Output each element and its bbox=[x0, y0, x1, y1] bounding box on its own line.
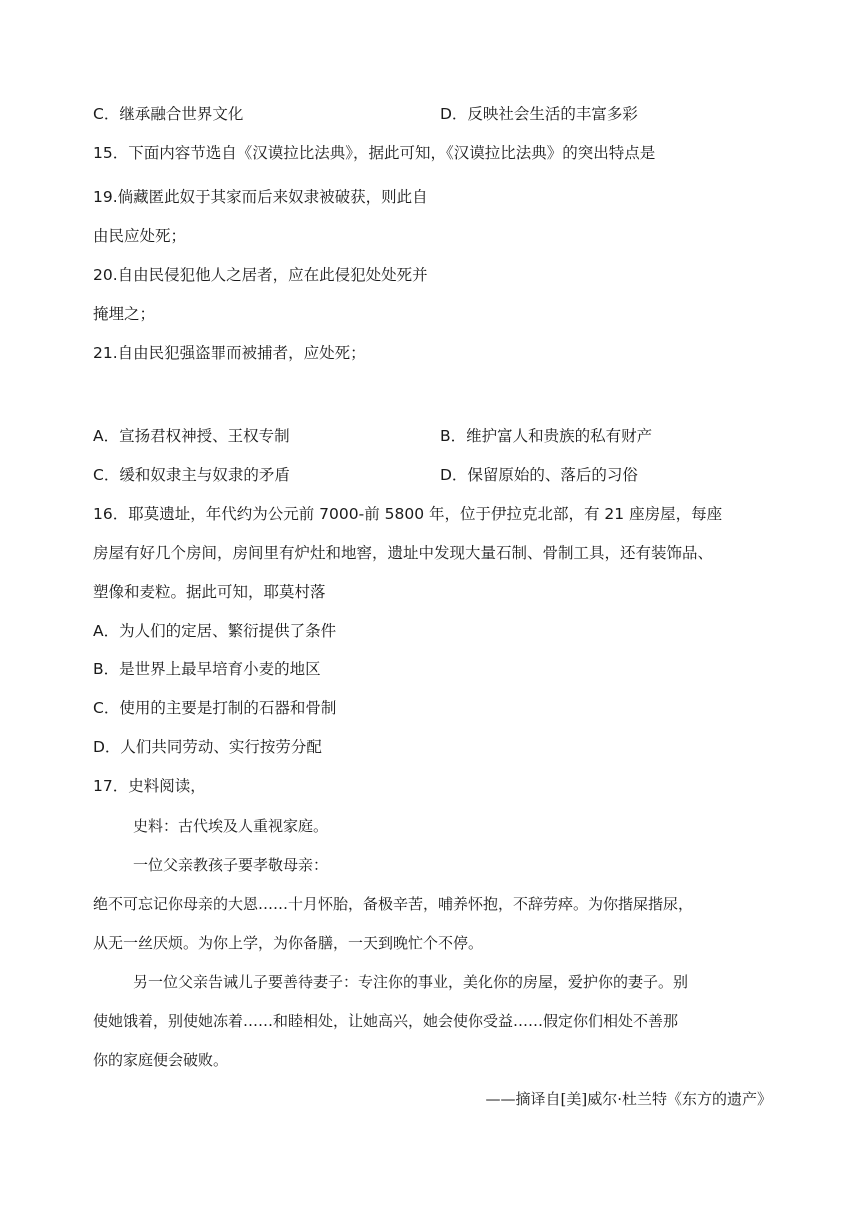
q16-option-d: D．人们共同劳动、实行按劳分配 bbox=[93, 738, 322, 756]
q16-stem-line1: 16．耶莫遗址，年代约为公元前 7000-前 5800 年，位于伊拉克北部，有 21 座房屋，每座 bbox=[93, 505, 723, 523]
q14-option-d: D．反映社会生活的丰富多彩 bbox=[440, 105, 638, 123]
q17-citation: ——摘译自[美]威尔·杜兰特《东方的遗产》 bbox=[485, 1090, 772, 1108]
q15-law20-line1: 20.自由民侵犯他人之居者，应在此侵犯处处死并 bbox=[93, 266, 428, 284]
q15-option-b: B．维护富人和贵族的私有财产 bbox=[440, 427, 653, 445]
q17-source-title: 史料：古代埃及人重视家庭。 bbox=[133, 817, 329, 835]
q15-stem: 15．下面内容节选自《汉谟拉比法典》，据此可知，《汉谟拉比法典》的突出特点是 bbox=[93, 144, 656, 162]
q17-p1-line1: 绝不可忘记你母亲的大恩……十月怀胎，备极辛苦，哺养怀抱，不辞劳瘁。为你揩屎揩尿， bbox=[93, 895, 694, 913]
q17-p1-line2: 从无一丝厌烦。为你上学，为你备膳，一天到晚忙个不停。 bbox=[93, 934, 484, 952]
q15-law20-line2: 掩埋之； bbox=[93, 305, 156, 323]
q16-option-c: C．使用的主要是打制的石器和骨制 bbox=[93, 699, 337, 717]
q16-option-b: B．是世界上最早培育小麦的地区 bbox=[93, 660, 321, 678]
q15-option-c: C．缓和奴隶主与奴隶的矛盾 bbox=[93, 466, 290, 484]
q15-law21: 21.自由民犯强盗罪而被捕者，应处死； bbox=[93, 344, 366, 362]
q15-option-d: D．保留原始的、落后的习俗 bbox=[440, 466, 638, 484]
q15-law19-line2: 由民应处死； bbox=[93, 227, 187, 245]
q15-option-a: A．宣扬君权神授、王权专制 bbox=[93, 427, 290, 445]
q16-stem-line2: 房屋有好几个房间，房间里有炉灶和地窖，遗址中发现大量石制、骨制工具，还有装饰品、 bbox=[93, 544, 714, 562]
q14-option-c: C．继承融合世界文化 bbox=[93, 105, 244, 123]
q17-p1-intro: 一位父亲教孩子要孝敬母亲： bbox=[133, 856, 329, 874]
q17-p2-line1: 另一位父亲告诫儿子要善待妻子：专注你的事业，美化你的房屋，爱护你的妻子。别 bbox=[133, 973, 689, 991]
q16-stem-line3: 塑像和麦粒。据此可知，耶莫村落 bbox=[93, 583, 326, 601]
q17-p2-line3: 你的家庭便会破败。 bbox=[93, 1051, 229, 1069]
q17-stem: 17．史料阅读， bbox=[93, 777, 206, 795]
q17-p2-line2: 使她饿着，别使她冻着……和睦相处，让她高兴，她会使你受益……假定你们相处不善那 bbox=[93, 1012, 679, 1030]
q16-option-a: A．为人们的定居、繁衍提供了条件 bbox=[93, 622, 337, 640]
q15-law19-line1: 19.倘藏匿此奴于其家而后来奴隶被破获，则此自 bbox=[93, 188, 428, 206]
